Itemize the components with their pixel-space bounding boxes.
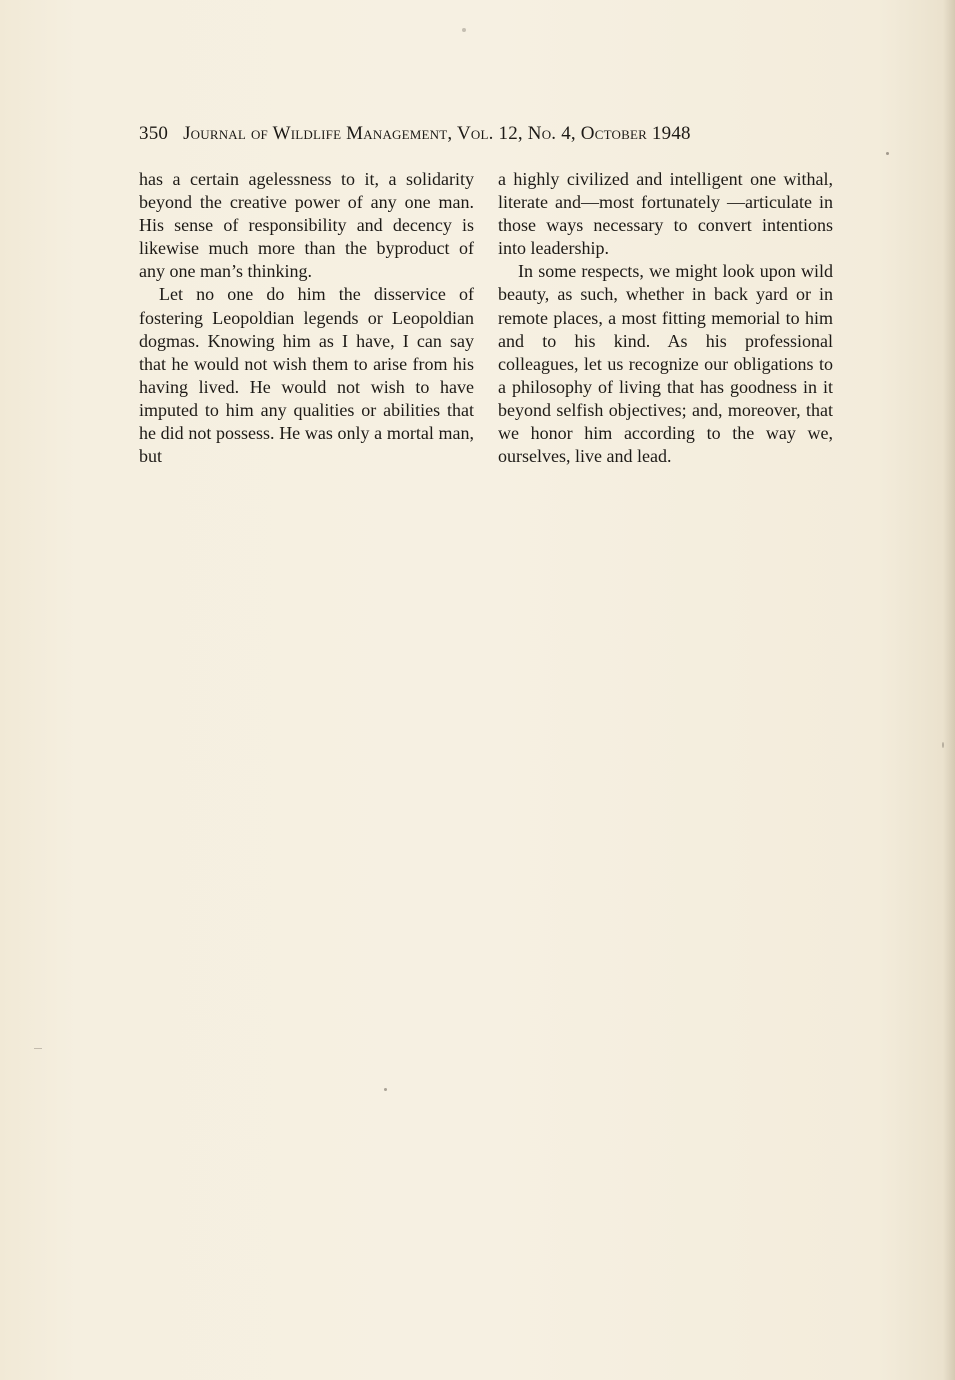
paper-speck [462,28,466,32]
left-column [139,168,474,468]
journal-title: Journal of Wildlife Management, Vol. 12, No. 4, October 1948 [183,123,691,144]
paper-speck [942,742,944,748]
page-edge-shadow [943,0,955,1380]
right-column [498,168,833,468]
paper-speck [886,152,889,155]
running-header [139,121,789,147]
paragraph: has a certain agelessness to it, a solidarity beyond the creative power of any one man. His sense of responsibility and decency is likewise much more than the byproduct of any one man’s thinking. [139,169,474,282]
paragraph: In some respects, we might look upon wild beauty, as such, whether in back yard or in remote places, a most fitting memorial to him and to his kind. As his professional colleagues, let us recognize our obligations to a philosophy of living that has goodness in it beyond selfish objectives; and, moreover, that we honor him according to the way we, ourselves, live and lead. [498,261,833,467]
paragraph: Let no one do him the disservice of fostering Leopoldian legends or Leopoldian dogmas. Knowing him as I have, I can say that he would not wish them to arise from his having lived. He would not wish to have imputed to him any qualities or abilities that he did not possess. He was only a mortal man, but [139,284,474,467]
paper-speck [34,1048,42,1049]
page-number: 350 [139,123,169,144]
paragraph: a highly civilized and intelligent one withal, literate and—most fortunately —articulate in those ways necessary to convert intentions into leadership. [498,169,833,259]
paper-speck [384,1088,387,1091]
